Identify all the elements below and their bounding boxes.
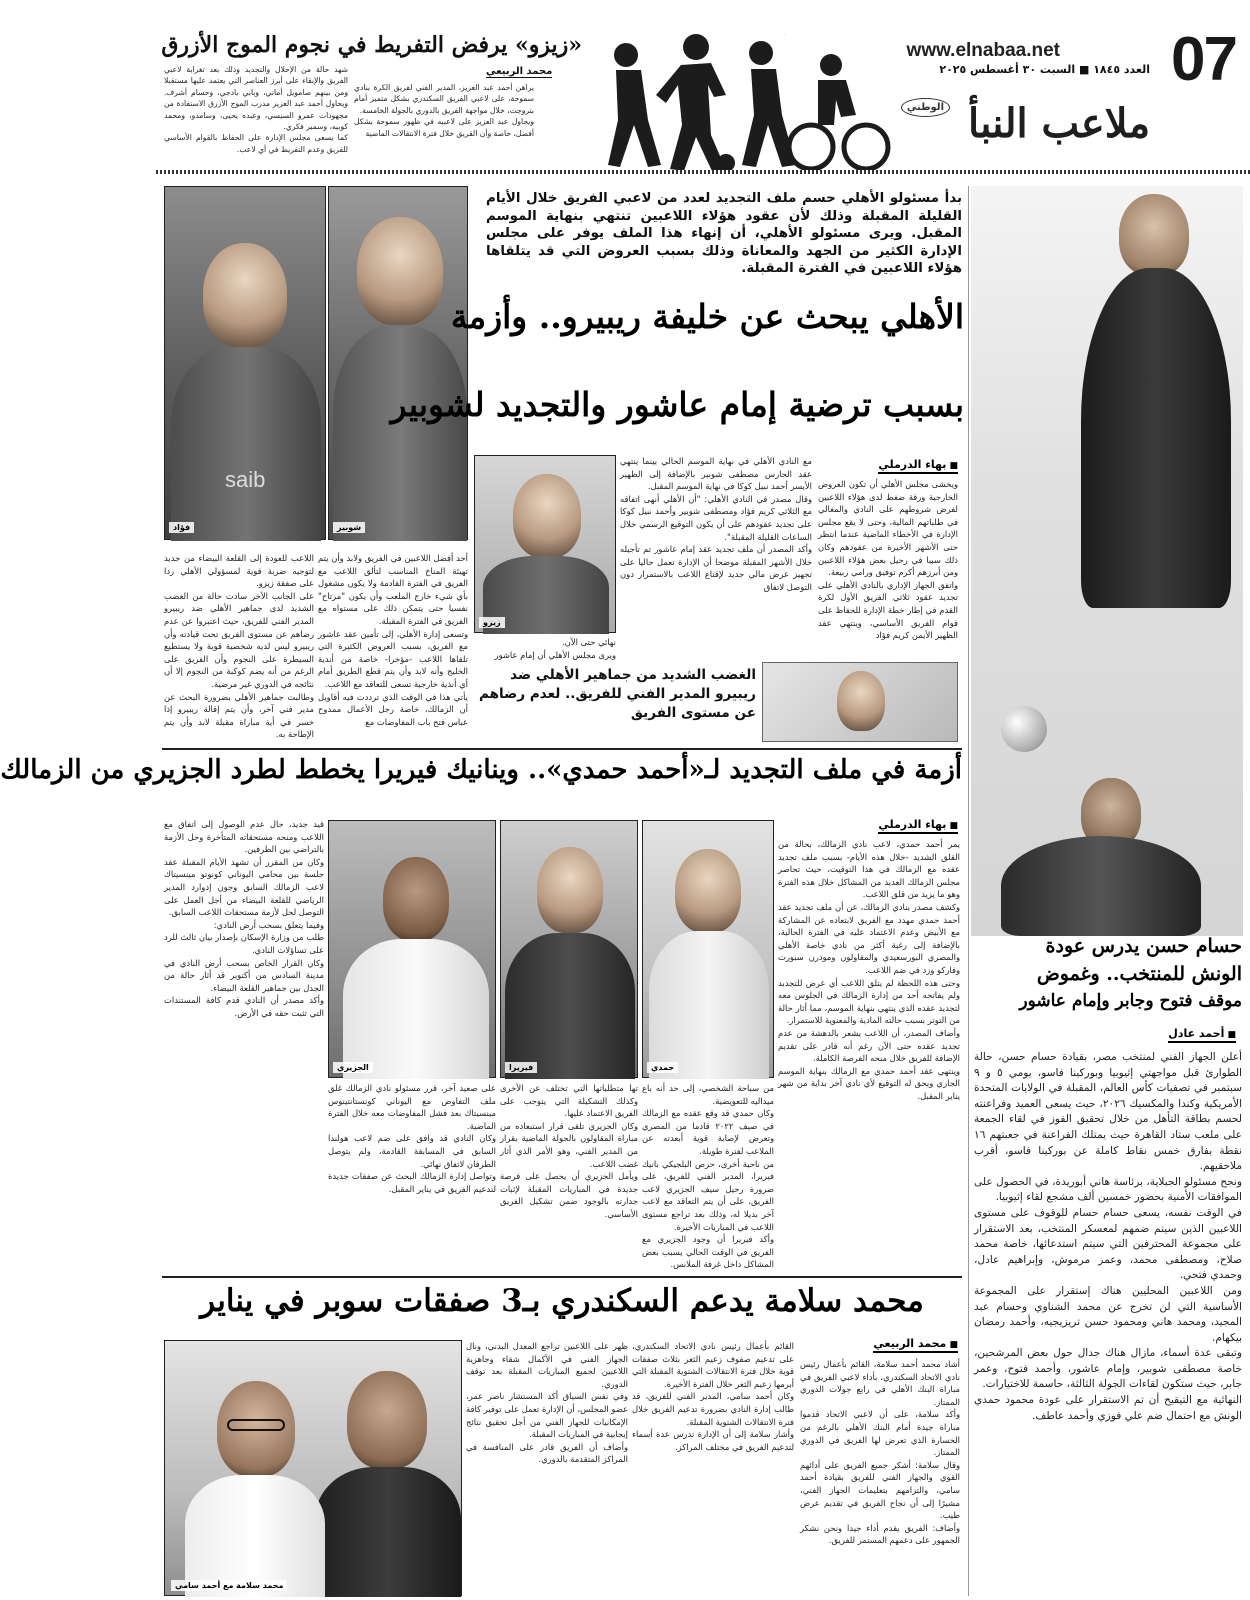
ahly-bottom-rule [162,748,962,750]
shobeir-head [357,217,443,325]
alex-col3: ظهر على اللاعبين تراجع المعدل البدني، ونال الجهاز الفني في الأكمال شقاء وجاهزية اللاعبين لجميع المباريات المقبلة بعد توقف الدوري. وفي نفس السياق أكد المستشار ناصر عمر، عضو المجلس، أن الإدارة تعمل على توفير كافة الإمكانيات للجهاز الفني من أجل تحقيق نتائج إيجابية في المباريات المقبلة. وأضاف أن الفريق قادر على المنافسة في المراكز المتقدمة بالدوري. [466,1341,628,1465]
page-header [156,0,1250,180]
fouad-photo [164,186,326,540]
ferreira-head [537,847,603,933]
jaziri-jersey [343,939,489,1079]
shobeir-jersey [333,327,467,541]
coach-tracksuit [1081,268,1231,608]
zizo-photo [474,455,616,633]
fouad-head [203,243,287,347]
ferreira-photo [500,820,638,1078]
ahly-intro: بدأ مسئولو الأهلي حسم ملف التجديد لعدد من لاعبي الفريق خلال الأيام القليلة المقبلة وذلك لأن عقود هؤلاء اللاعبين تنتهي بنهاية الموسم المقبل. ويرى مسئولو الأهلي، أن إنهاء هذا الملف يوفر على مجلس الإدارة الكثير من الجهد والمعاناة وذلك بسبب العروض التي قد يتلقاها هؤلاء اللاعبين في الفترة المقبلة. [486,191,962,277]
column-rule [968,186,969,1596]
glasses-icon [227,1419,285,1431]
sami-shirt [185,1475,325,1597]
hamdy-jersey [649,931,769,1079]
ball-icon [1001,706,1047,752]
silhouette-head-1 [614,43,638,67]
ahly-col1: ويخشى مجلس الأهلي أن تكون العروض الخارجية ورقة ضغط لدى هؤلاء اللاعبين لفرض شروطهم على النادي والمغالي في طلباتهم المالية، وحتى لا يقع مجلس الإدارة في الأخطاء الماضية عندما انتظر حتى الأشهر الأخيرة من عقودهم وكان ذلك سببا في رحيل بعض هؤلاء اللاعبين ومن أبرزهم أكرم توفيق ورامي ربيعة. واتفق الجهاز الإداري بالنادي الأهلي على تجديد عقود ثلاثي الفريق الأول لكرة القدم في إطار خطة الإدارة للحفاظ على قوام الفريق الأساسي، وينتهي عقد الظهير الأيمن كريم فؤاد [818,479,958,641]
silhouette-head-2 [683,34,709,60]
jaziri-photo [328,820,496,1078]
svg-text:.: . [784,30,786,37]
alex-byline: ■ محمد الربيعي [873,1337,958,1353]
top-story-byline: محمد الربيعي [486,66,553,77]
bicycle-wheel-rear [789,125,833,169]
shobeir-caption: شوبير [333,522,365,533]
bicycle-wheel-front [844,125,888,169]
alex-col1: أشاد محمد أحمد سلامة، القائم بأعمال رئيس نادي الاتحاد السكندري، بأداء لاعبي الفريق في مباراة البنك الأهلي في رابع جولات الدوري الممتاز. وأكد سلامة، على أن لاعبي الاتحاد قدموا مباراة جيدة أمام البنك الأهلي بالرغم من الخسارة الذي تعرض لها الفريق في الدوري الممتاز. وقال سلامة: أشكر جميع الفريق على أدائهم القوي والجهاز الفني للفريق بقيادة أحمد سامي، والتزامهم بتعليمات الجهاز الفني، مشيرًا إلى أن نجاح الفريق في تقديم عرض طيب. وأضاف: الفريق يقدم أداء جيدا ونحن نشكر الجمهور على دعمهم المستمر للفريق. [800,1359,960,1546]
hossam-headline-3: موقف فتوح وجابر وإمام عاشور [1019,991,1242,1011]
salama-sami-caption: محمد سلامة مع أحمد سامي [171,1580,287,1591]
riberio-head [837,671,885,731]
silhouette-body-1 [608,70,661,167]
zamalek-headline: أزمة في ملف التجديد لـ«أحمد حمدي».. وينانيك فيريرا يخطط لطرد الجزيري من الزمالك [0,755,962,785]
ahly-headline-1: الأهلي يبحث عن خليفة ريبيرو.. وأزمة [450,297,964,336]
top-story-headline: «زيزو» يرفض التفريط في نجوم الموج الأزرق [161,32,582,58]
zizo-caption: زيزو [479,617,505,628]
section-tag: الوطني [901,98,950,117]
ahly-col3: نهائي حتى الآن. ويرى مجلس الأهلي أن إمام عاشور [494,637,616,660]
salama-suit [315,1467,461,1597]
ferreira-suit [505,933,635,1079]
zamalek-col2: من سباحة الشخصي، إلى حد أنه باع ميداليه للتعويضية. وكان حمدي قد وقع عقده مع الزمالك في صيف ٢٠٢٢ قادما من المصري وتعرض لإصابة قوية أبعدته عن الملاعب لفترة طويلة. من ناحية أخرى، حرص البلجيكي بانيك فيريرا، المدير الفني للفريق، على ضرورة رحيل سيف الجزيري لاعب الفريق، على أن يتم التعاقد مع لاعب آخر بديلا له، وذلك بعد تراجع مستوى اللاعب في المباريات الأخيرة. وأكد فيريرا أن وجود الجزيري مع الفريق في الوقت الحالي يسبب بعض المشاكل داخل غرفة الملابس. [642,1083,774,1270]
top-story-col2: يراهن أحمد عبد العزيز، المدير الفني لفريق الكرة بنادي سموحة، على لاعبي الفريق السكندري بشكل متميز أمام بتروجت، خلال مواجهة الفريق بالدوري بالجولة الخامسة. ويحاول عبد العزيز على لاعبيه في ظهور سموحة بشكل أفضل، خاصة وأن الفريق خلال فترة الانتقالات الماضية [354,83,534,138]
silhouette-body-4 [818,80,856,125]
ahly-byline: ■ بهاء الدرملي [878,458,958,474]
silhouette-body-2 [656,63,726,171]
fouad-jersey [171,347,321,541]
zamalek-col3: تها متطلباتها التي تختلف عن الأخرى وكذلك التشكيلة التي يتوجب على الفريق الاعتماد عليها. وكان الجزيري تلقى قرار استبعاده من مباراة المقاولون بالجولة الماضية بقرار من المدير الفني، وهو الأمر الذي أثار غضب اللاعب. ويأمل الجزيري أن يحصل على فرصة جديدة في المباريات المقبلة لإثبات جدارته بالوجود ضمن تشكيل الفريق الأساسي. [500,1083,638,1219]
salama-sami-photo [164,1340,462,1596]
hamdy-photo [642,820,774,1078]
hossam-headline-1: حسام حسن يدرس عودة [1045,935,1242,957]
sports-silhouettes-banner [586,25,886,175]
coach-head [1119,194,1189,276]
ahly-col5: اللاعب للعودة إلى القلعة البيضاء من جديد لتوجيه ضربة قوية لمسؤولي الأهلي ردا على صفقة زيزو. على الجانب الآخر سادت حالة من الغضب الشديد لدى جماهير الأهلي ضد ريبيرو المدير الفني للفريق، حيث اعتبروا عن عدم رضاهم عن مستوى الفريق تحت قيادته وأن ريبيرو ليس لديه شخصية قوية ولا يستطيع السيطرة على النجوم وأن الفريق على الرغم من أنه يضم كوكبة من النجوم إلا أن نتائجه في الدوري غير مرضية. وطالبت جماهير الأهلي بضرورة البحث عن مدير فني آخر، وأن يتم إقالة ريبيرو إذا خسر في أية مباراة مقبلة لابد وأن يتم الإطاحة به. [164,553,314,740]
zamalek-bottom-rule [162,1276,962,1278]
zamalek-col5: قيد جديد، حال عدم الوصول إلى اتفاق مع اللاعب ومنحه مستحقاته المتأخرة وحل الأزمة بالتراضي بين الطرفين. وكان من المقرر أن تشهد الأيام المقبلة عقد جلسة بين محامي اليوناني كونوتو مينسيتاك لاعب الزمالك السابق وجون إدوارد المدير الرياضي للقلعة البيضاء من أجل العمل على التوصل لحل لأزمة مستحقات اللاعب السابق. وفيما يتعلق بسحب أرض النادي: طلب من وزارة الإسكان بإصدار بيان ثالث للرد على تساؤلات النادي. وكان القرار الخاص بسحب أرض النادي في مدينة السادس من أكتوبر قد أثار حالة من الجدل بين جماهير القلعة البيضاء. وأكد مصدر أن النادي قدم كافة المستندات التي تثبت حقه في الأرض. [164,819,324,1018]
alex-col2: القائم بأعمال رئيس نادي الاتحاد السكندري، على تدعيم صفوف زعيم الثغر بثلاث صفقات قوية خلال فترة الانتقالات الشتوية المقبلة التي أبرمها زعيم الثغر خلال الفترة الأخيرة. وكان أحمد سامي، المدير الفني للفريق، قد طالب إدارة النادي بضرورة تدعيم الفريق خلال فترة الانتقالات الشتوية المقبلة. وأشار سلامة إلى أن الإدارة تدرس عدة أسماء لتدعيم الفريق في مختلف المراكز. [632,1341,794,1452]
zamalek-byline: ■ بهاء الدرملي [878,818,958,834]
jaziri-head [383,857,449,941]
ahly-quote-box [476,662,960,744]
player-kit [1001,836,1201,936]
zamalek-col1: يمر أحمد حمدي، لاعب نادي الزمالك، بحالة من القلق الشديد -خلال هذه الأيام- بسبب ملف تجديد عقده مع الزمالك في هذا التوقيت، حيث تحاصر مجلس الزمالك العديد من المشاكل خلال هذه الفترة وهو ما يزيد من قلق اللاعب. وكشف مصدر بنادي الزمالك، عن أن ملف تجديد عقد أحمد حمدي مهدد مع الفريق لابتعاده عن المشاركة مع الأبيض وعدم الاعتماد عليه في الفترة الحالية، بالإضافة إلى رغبة أكثر من نادي خاصة الأهلي والمصري البورسعيدي والمقاولون ومودرن سبورت وفاركو وزد في ضم اللاعب. وحتى هذه اللحظة لم يتلق اللاعب أي عرض للتجديد ولم يفاتحه أحد من إدارة الزمالك في الجلوس معه لتجديد عقده الذي ينتهي بنهاية الموسم، مما أثار حالة من التوتر بسبب حالته المادية والمعنوية للاستمرار. وأضاف المصدر، أن اللاعب يشعر بالدهشة من عدم تجديد عقده حتى الآن رغم أنه قادر على تقديم الإضافة للفريق خلال منحه الفرصة الكاملة. وينتهي عقد أحمد حمدي مع الزمالك بنهاية الموسم الجاري ويحق له التوقيع لأي نادي آخر بداية من شهر يناير المقبل. [778,839,960,1101]
zizo-head [513,474,581,558]
hossam-hassan-photo [971,186,1243,936]
ahly-col4: أحد أفضل اللاعبين في الفريق ولابد وأن يتم تهيئة المناخ المناسب لتألق اللاعب مع الفريق في الفترة القادمة ولا يكون مشغول بأي شيء خارج الملعب وأن يكون "مرتاح" نفسيا حتى يتمكن ذلك على مستواه مع الفريق في الفترة المقبلة. وتسعى إدارة الأهلي، إلى تأمين عقد عاشور مع الفريق، بسبب العروض الكثيرة التي تلقاها اللاعب -مؤخرا- خاصة من أندية الخليج وأنه لابد وأن يتم قطع الطريق أمام أي أندية خارجية تسعى للتعاقد مع اللاعب. يأتي هذا في الوقت الذي ترددت فيه أقاويل أن الزمالك، خاصة رجل الأعمال ممدوح عباس فتح باب المفاوضات مع [318,553,468,727]
hossam-byline: ■ أحمد عادل [1168,1027,1236,1043]
page-number: 07 [1171,25,1236,94]
silhouette-head-4 [820,54,842,76]
sponsor-logo: saib [225,467,266,492]
header-divider [156,170,1250,174]
top-story-col1: شهد حالة من الإحلال والتجديد وذلك بعد تغرابة لاعبي الفريق والإبقاء على أبرز العناصر التي يعتمد عليها مستقبلا ومن بينهم صامويل أماتي، وبابي بادجي، وحسام أشرف. ويحاول أحمد عبد العزيز مدرب الموج الأزرق الاستفادة من مجهودات عمرو السيسي، وعبده يحيى، وسامدو، ومحمد كوبيه، وسمير فكري. كما يسعى مجلس الإدارة على الحفاظ بالقوام الأساسي للفريق وعدم التفريط في أي لاعب. [164,65,348,154]
zamalek-col4: على صعيد آخر، قرر مسئولو نادي الزمالك غلق ملف التفاوض مع اليوناني كونستانتينوس مينسيتاك بعد فشل المفاوضات معه خلال الفترة الماضية. وكان النادي قد وافق على ضم لاعب هولندا السابق في المسابقة القادمة، ولم يتوصل الطرفان لاتفاق نهائي. وتواصل إدارة الزمالك البحث عن صفقات جديدة لتدعيم الفريق في يناير المقبل. [328,1083,496,1194]
ahly-quote: الغضب الشديد من جماهير الأهلي ضد ريبيرو المدير الفني للفريق.. لعدم رضاهم عن مستوى الفريق [478,667,756,721]
fouad-caption: فؤاد [169,522,194,533]
hamdy-head [675,849,741,933]
ahly-headline-2: بسبب ترضية إمام عاشور والتجديد لشوبير [390,385,964,424]
hamdy-caption: حمدي [647,1062,678,1073]
ahly-col2: مع النادي الأهلي في نهاية الموسم الحالي بينما ينتهي عقد الحارس مصطفى شوبير بالإضافة إلى الظهير الأيسر أحمد نبيل كوكا في نهاية الموسم المقبل. وقال مصدر في النادي الأهلي: "أن الأهلي أنهى اتفاقه مع الثلاثي كريم فؤاد ومصطفى شوبير وأحمد نبيل كوكا على تجديد عقودهم على أن يكون التوقيع الرسمي خلال الساعات القليلة المقبلة". وأكد المصدر أن ملف تجديد عقد إمام عاشور تم تأجيله خلال الأشهر المقبلة موضحا أن الإدارة تعمل حاليا على تجهيز عرض مالي جديد لإقناع اللاعب بالاستمرار دون التوصل لاتفاق [620,456,812,592]
section-title: ملاعب النبأ [968,100,1150,147]
silhouette-head-3 [749,41,773,65]
alex-headline: محمد سلامة يدعم السكندري بـ3 صفقات سوبر في يناير [200,1283,924,1319]
salama-head [347,1371,427,1469]
jaziri-caption: الجزيري [333,1062,373,1073]
website-url[interactable]: www.elnabaa.net [906,40,1060,61]
hossam-headline-2: الونش للمنتخب.. وغموض [1036,963,1242,985]
issue-line: العدد ١٨٤٥ ■ السبت ٣٠ أغسطس ٢٠٢٥ [939,63,1150,76]
hossam-body: أعلن الجهاز الفني لمنتخب مصر، بقيادة حسام حسن، حالة الطوارئ قبل مواجهتي إثيوبيا وبوركينا فاسو، يومي ٥ و ٩ سبتمبر في تصفيات كأس العالم، المقبلة في الولايات المتحدة الأمريكية وكندا والمكسيك ٢٠٢٦، حيث يسعى العميد وفراعنته لحسم بطاقة التأهل من خلال تحقيق الفوز في لقاء الجمعة على ملعب ستاد القاهرة حيث يمتلك الفراعنة في جعبتهم ١٦ نقطة بفارق خمس نقاط كاملة عن بوركينا فاسو، أقرب ملاحقيهم. ونجح مسئولو الجبلاية، برئاسة هاني أبوريدة، في الحصول على الموافقات الأمنية بحضور خمسين ألف مشجع لقاء إثيوبيا. في الوقت نفسه، يسعى حسام حسام للوقوف على مستوى اللاعبين الذين سيتم ضمهم لمعسكر المنتخب، بعد الاستقرار على مجموعة المحترفين التي سيتم استدعائها، خاصة محمد صلاح، ومصطفى محمد، وعمر مرموش، وإبراهيم عادل، وحمدي فتحي. ومن اللاعبين المحليين هناك إستقرار على المجموعة الأساسية التي لن تخرج عن محمد الشناوي وحسام عبد المجيد، ومحمد هاني ومحمود حسن تريزيجيه، وأحمد رمضان بيكهام. وتبقى عدة أسماء، مازال هناك جدال حول بعض المرشحين، خاصة مصطفى شوبير، وإمام عاشور، وأحمد فتوح، وعمر جابر، حيث ستكون لقاءات الجولة الثالثة، حاسمة للاختيارات. النهائية مع التيقيح أن تم الاستقرار على عودة محمود حمدي الونش مع احتمال ضم علي فوزي وأحمد عاطف. [974,1051,1243,1422]
riberio-photo [762,662,958,742]
ferreira-caption: فيريرا [505,1062,537,1073]
shobeir-photo [328,186,468,540]
